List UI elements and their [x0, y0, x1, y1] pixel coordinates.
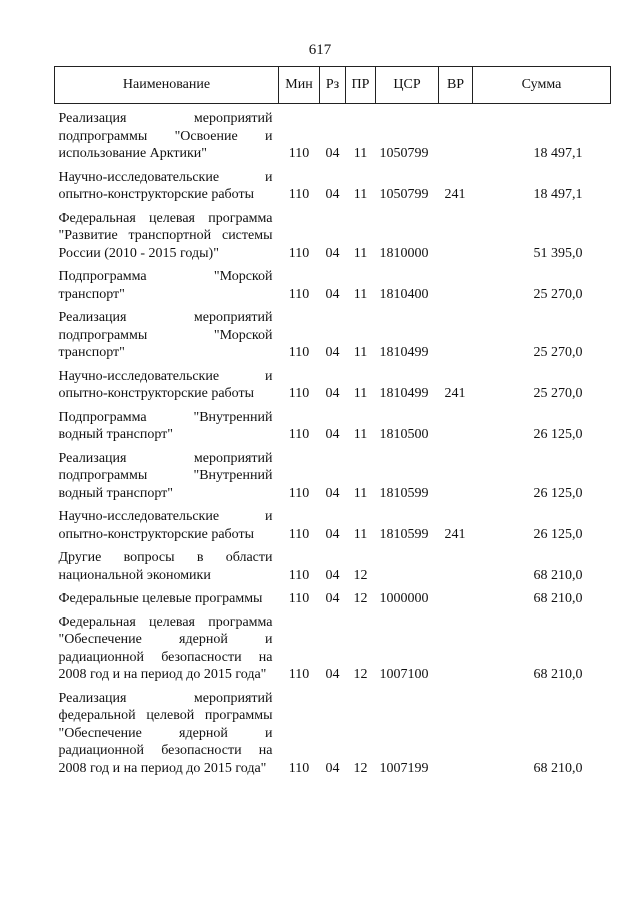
row-vr — [439, 303, 473, 362]
row-min: 110 — [288, 427, 310, 442]
table-row — [55, 584, 611, 608]
row-csr: 1810000 — [379, 245, 429, 261]
row-csr: 1810400 — [379, 286, 429, 302]
table-row — [55, 502, 611, 543]
header-csr: ЦСР — [376, 67, 439, 104]
page-number: 617 — [308, 42, 332, 58]
row-csr: 1007100 — [379, 667, 429, 682]
table-row — [55, 543, 611, 584]
row-name: Научно-исследовательские и опытно-конструкторские работы — [58, 509, 273, 542]
row-min: 110 — [288, 567, 310, 583]
row-min: 110 — [288, 345, 310, 360]
table-row — [55, 608, 611, 684]
row-rz: 04 — [325, 591, 340, 606]
row-vr — [439, 403, 473, 444]
row-min: 110 — [288, 146, 310, 161]
row-csr: 1000000 — [379, 591, 429, 606]
header-pr: ПР — [346, 67, 376, 104]
row-sum: 68 210,0 — [533, 591, 583, 606]
row-vr — [439, 584, 473, 608]
row-name: Другие вопросы в области национальной экономики — [58, 550, 273, 583]
row-sum: 26 125,0 — [533, 427, 583, 442]
table-row — [55, 303, 611, 362]
row-sum: 51 395,0 — [533, 245, 583, 261]
row-pr: 12 — [353, 591, 368, 606]
row-name: Научно-исследовательские и опытно-конструкторские работы — [58, 169, 273, 202]
row-rz: 04 — [325, 760, 340, 776]
row-rz: 04 — [325, 485, 340, 501]
row-name: Федеральная целевая программа "Обеспечение ядерной и радиационной безопасности на 2008 год и на период до 2015 года" — [58, 614, 273, 682]
row-min: 110 — [288, 760, 310, 776]
table-row — [55, 104, 611, 163]
row-rz: 04 — [325, 245, 340, 261]
budget-table — [54, 66, 611, 777]
table-row — [55, 163, 611, 204]
row-rz: 04 — [325, 667, 340, 682]
row-min: 110 — [288, 667, 310, 682]
row-csr: 1810599 — [379, 485, 429, 501]
header-vr: ВР — [439, 67, 473, 104]
header-rz: Рз — [320, 67, 346, 104]
row-min: 110 — [288, 187, 310, 202]
row-rz: 04 — [325, 345, 340, 360]
row-min: 110 — [288, 591, 310, 606]
row-pr: 11 — [353, 286, 368, 302]
row-pr: 11 — [353, 485, 368, 501]
row-name: Подпрограмма "Внутренний водный транспорт" — [58, 409, 273, 442]
row-pr: 11 — [353, 146, 368, 161]
row-pr: 11 — [353, 345, 368, 360]
row-rz: 04 — [325, 386, 340, 401]
row-rz: 04 — [325, 567, 340, 583]
row-name: Реализация мероприятий подпрограммы "Морской транспорт" — [58, 310, 273, 360]
row-rz: 04 — [325, 286, 340, 302]
table-row — [55, 204, 611, 263]
row-csr: 1810599 — [379, 526, 429, 542]
row-name: Подпрограмма "Морской транспорт" — [58, 269, 273, 302]
row-pr: 11 — [353, 526, 368, 542]
table-row — [55, 403, 611, 444]
row-csr: 1810499 — [379, 345, 429, 360]
row-csr — [376, 543, 439, 584]
row-vr — [439, 444, 473, 503]
row-min: 110 — [288, 286, 310, 302]
table-row — [55, 684, 611, 778]
row-vr — [439, 104, 473, 163]
row-vr: 241 — [444, 526, 466, 542]
row-csr: 1810500 — [379, 427, 429, 442]
row-vr — [439, 204, 473, 263]
row-csr: 1050799 — [379, 146, 429, 161]
row-vr — [439, 262, 473, 303]
row-min: 110 — [288, 386, 310, 401]
row-pr: 11 — [353, 245, 368, 261]
header-sum: Сумма — [473, 67, 611, 104]
row-csr: 1007199 — [379, 760, 429, 776]
table-row — [55, 444, 611, 503]
table-body — [55, 104, 611, 778]
row-vr: 241 — [444, 187, 466, 202]
row-vr — [439, 543, 473, 584]
row-name: Федеральная целевая программа "Развитие транспортной системы России (2010 - 2015 годы)" — [58, 210, 273, 261]
row-min: 110 — [288, 245, 310, 261]
row-vr: 241 — [444, 386, 466, 401]
row-sum: 18 497,1 — [533, 187, 583, 202]
row-vr — [439, 684, 473, 778]
header-name: Наименование — [55, 67, 279, 104]
row-name: Реализация мероприятий федеральной целевой программы "Обеспечение ядерной и радиационной безопасности на 2008 год и на период до 2015 года" — [58, 690, 273, 776]
row-min: 110 — [288, 485, 310, 501]
row-name: Федеральные целевые программы — [58, 591, 263, 606]
table-row — [55, 362, 611, 403]
row-sum: 25 270,0 — [533, 386, 583, 401]
row-min: 110 — [288, 526, 310, 542]
header-min: Мин — [279, 67, 320, 104]
row-csr: 1810499 — [379, 386, 429, 401]
row-pr: 12 — [353, 760, 368, 776]
row-csr: 1050799 — [379, 187, 429, 202]
table-row — [55, 262, 611, 303]
row-sum: 25 270,0 — [533, 345, 583, 360]
row-sum: 68 210,0 — [533, 760, 583, 776]
row-rz: 04 — [325, 526, 340, 542]
row-pr: 12 — [353, 567, 368, 583]
row-pr: 11 — [353, 386, 368, 401]
row-vr — [439, 608, 473, 684]
row-name: Реализация мероприятий подпрограммы "Освоение и использование Арктики" — [58, 111, 273, 161]
row-sum: 26 125,0 — [533, 526, 583, 542]
row-sum: 68 210,0 — [533, 667, 583, 682]
row-sum: 25 270,0 — [533, 286, 583, 302]
row-pr: 12 — [353, 667, 368, 682]
row-rz: 04 — [325, 146, 340, 161]
row-name: Реализация мероприятий подпрограммы "Внутренний водный транспорт" — [58, 450, 273, 501]
row-pr: 11 — [353, 187, 368, 202]
table-header — [55, 67, 611, 104]
row-sum: 26 125,0 — [533, 485, 583, 501]
row-sum: 18 497,1 — [533, 146, 583, 161]
row-pr: 11 — [353, 427, 368, 442]
row-rz: 04 — [325, 187, 340, 202]
header-row — [55, 67, 611, 104]
row-sum: 68 210,0 — [533, 567, 583, 583]
row-rz: 04 — [325, 427, 340, 442]
row-name: Научно-исследовательские и опытно-конструкторские работы — [58, 368, 273, 401]
